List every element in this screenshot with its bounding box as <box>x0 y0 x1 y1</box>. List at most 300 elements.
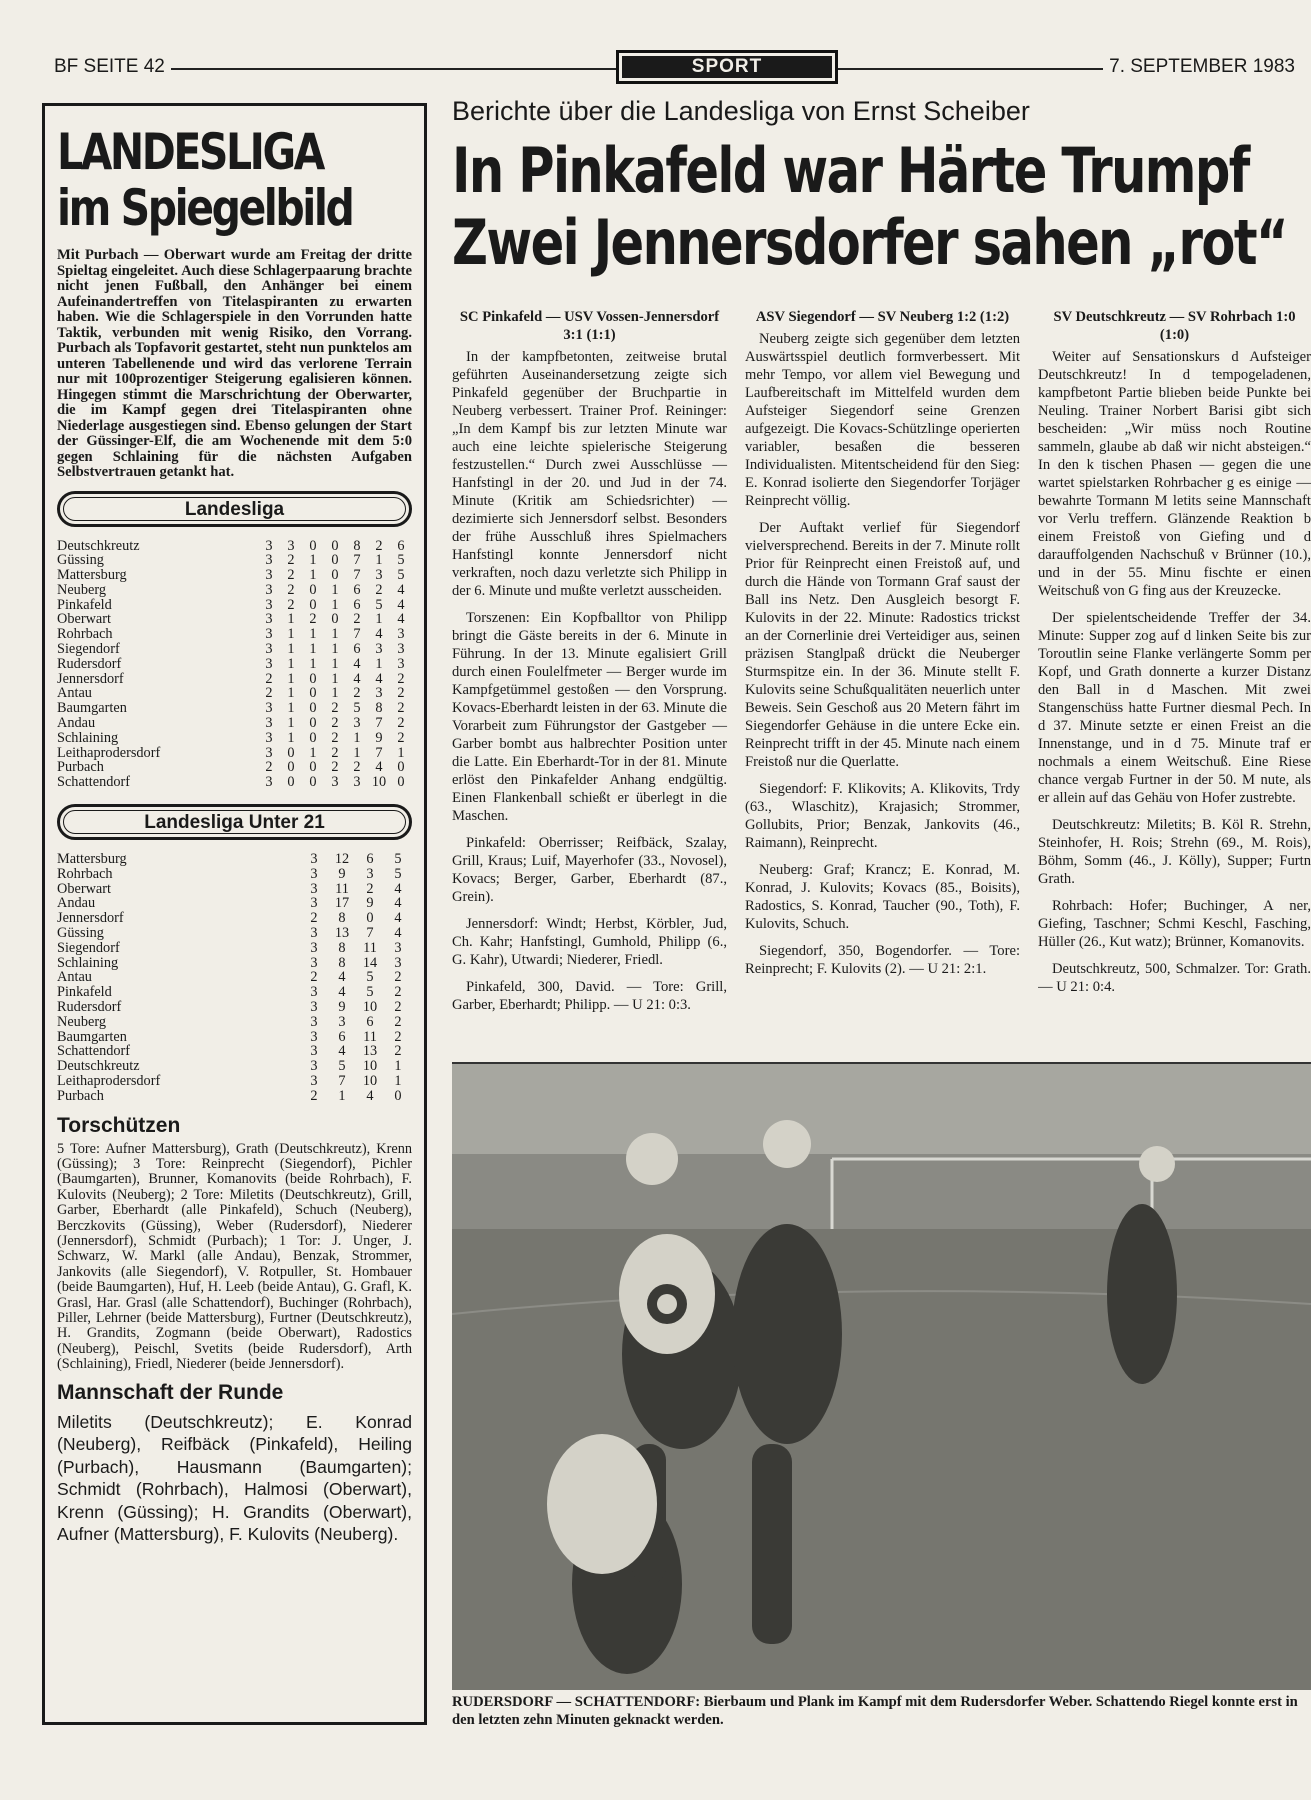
stat-cell: 13 <box>362 1043 378 1060</box>
stat-cell: 0 <box>331 552 339 569</box>
table-row <box>57 882 412 897</box>
stat-cell: 3 <box>397 626 405 643</box>
stat-cell: 2 <box>331 744 339 761</box>
stat-cell: 3 <box>310 954 318 971</box>
stat-cell: 2 <box>394 969 402 986</box>
stat-cell: 3 <box>338 1013 346 1030</box>
stat-cell: 4 <box>394 895 402 912</box>
team-name-cell: Antau <box>57 969 92 986</box>
stat-cell: 0 <box>394 1087 402 1104</box>
team-name-cell: Leithaprodersdorf <box>57 744 161 761</box>
table1-label-box <box>57 491 412 527</box>
stat-cell: 3 <box>265 611 273 628</box>
stat-cell: 2 <box>397 670 405 687</box>
stat-cell: 8 <box>353 537 361 554</box>
match-head-3: SV Deutschkreutz — SV Rohrbach 1:0 (1:0) <box>1053 309 1296 343</box>
team-name-cell: Neuberg <box>57 1013 106 1030</box>
stat-cell: 2 <box>310 1087 318 1104</box>
stat-cell: 0 <box>331 567 339 584</box>
stat-cell: 5 <box>394 851 402 868</box>
stat-cell: 3 <box>394 954 402 971</box>
table-row <box>57 657 412 672</box>
team-name-cell: Schlaining <box>57 954 119 971</box>
stat-cell: 2 <box>265 670 273 687</box>
stat-cell: 2 <box>397 715 405 732</box>
stat-cell: 3 <box>265 626 273 643</box>
team-name-cell: Antau <box>57 685 92 702</box>
stat-cell: 3 <box>265 537 273 554</box>
team-name-cell: Andau <box>57 895 96 912</box>
match-2-report: Neuberg zeigte sich gegenüber dem letzten Auswärtsspiel deutlich formverbessert. Mit mehr Tempo, vor allem viel Bewegung und Laufbereitschaft im Mittelfeld wurden dem Aufsteiger Siegendorf seine Grenzen aufgezeigt. Die Kovacs-Schützlinge operierten variabler, besaßen die besseren Individualisten. Mitentscheidend für den Sieg: E. Konrad isolierte den Siegendorfer Torjäger Reinprecht völlig. <box>745 331 1020 509</box>
stat-cell: 0 <box>331 537 339 554</box>
stat-cell: 2 <box>309 611 317 628</box>
stat-cell: 3 <box>265 641 273 658</box>
stat-cell: 2 <box>394 1043 402 1060</box>
stat-cell: 2 <box>287 567 295 584</box>
column-2 <box>745 308 1020 987</box>
table-row <box>57 568 412 583</box>
stat-cell: 1 <box>287 729 295 746</box>
stat-cell: 1 <box>309 655 317 672</box>
stat-cell: 2 <box>331 759 339 776</box>
table-row <box>57 716 412 731</box>
table-row <box>57 553 412 568</box>
stat-cell: 1 <box>394 1073 402 1089</box>
stat-cell: 1 <box>375 655 383 672</box>
u21-standings-table <box>57 852 412 1104</box>
stat-cell: 3 <box>265 700 273 717</box>
stat-cell: 1 <box>375 611 383 628</box>
table-row <box>57 746 412 761</box>
table-row <box>57 731 412 746</box>
page-header <box>48 50 1301 86</box>
stat-cell: 1 <box>309 641 317 658</box>
team-name-cell: Pinkafeld <box>57 596 112 613</box>
stat-cell: 11 <box>335 880 349 897</box>
table-row <box>57 896 412 911</box>
team-name-cell: Rudersdorf <box>57 655 122 672</box>
stat-cell: 3 <box>310 880 318 897</box>
stat-cell: 1 <box>331 685 339 702</box>
stat-cell: 1 <box>309 552 317 569</box>
stat-cell: 5 <box>397 552 405 569</box>
team-name-cell: Jennersdorf <box>57 910 124 927</box>
stat-cell: 0 <box>287 774 295 791</box>
stat-cell: 3 <box>265 774 273 791</box>
stat-cell: 2 <box>310 910 318 927</box>
stat-cell: 2 <box>265 759 273 776</box>
stat-cell: 0 <box>309 670 317 687</box>
stat-cell: 1 <box>331 596 339 613</box>
stat-cell: 2 <box>394 984 402 1001</box>
table-row <box>57 852 412 867</box>
stat-cell: 10 <box>362 1073 378 1089</box>
sidebar-title-1: LANDESLIGA <box>57 123 323 181</box>
team-name-cell: Mattersburg <box>57 851 127 868</box>
stat-cell: 7 <box>366 925 374 942</box>
stat-cell: 2 <box>394 1028 402 1045</box>
stat-cell: 1 <box>287 670 295 687</box>
table-row <box>57 1030 412 1045</box>
stat-cell: 10 <box>362 1058 378 1075</box>
stat-cell: 3 <box>265 655 273 672</box>
stat-cell: 1 <box>287 685 295 702</box>
team-name-cell: Andau <box>57 715 96 732</box>
stat-cell: 3 <box>310 1013 318 1030</box>
table-row <box>57 1074 412 1089</box>
table-row <box>57 539 412 554</box>
match-1-lineup-away: Jennersdorf: Windt; Herbst, Körbler, Jud, Ch. Kahr; Hanfstingl, Gumhold, Philipp (6., G. Kahr), Utwardi; Niederer, Friedl. <box>452 916 727 968</box>
stat-cell: 7 <box>375 715 383 732</box>
stat-cell: 3 <box>287 537 295 554</box>
stat-cell: 4 <box>397 596 405 613</box>
section-label: SPORT <box>622 56 832 78</box>
match-1-lineup-home: Pinkafeld: Oberrisser; Reifbäck, Szalay, Grill, Kraus; Luif, Mayerhofer (33., Novosel), Kovacs; Berger, Garber, Eberhardt (87., Grein). <box>452 835 727 905</box>
team-name-cell: Baumgarten <box>57 700 127 717</box>
stat-cell: 5 <box>366 984 374 1001</box>
team-name-cell: Rohrbach <box>57 626 113 643</box>
standings-table <box>57 539 412 791</box>
team-name-cell: Schattendorf <box>57 1043 131 1060</box>
sidebar-title-2: im Spiegelbild <box>57 179 353 237</box>
match-3-lineup-home: Deutschkreutz: Miletits; B. Köl R. Strehn, Steinhofer, H. Rois; Strehn (69., M. Rois), Böhm, Somm (46., J. Kölly), Supper; Furtn Grath. <box>1038 817 1311 887</box>
stat-cell: 3 <box>366 865 374 882</box>
sidebar-box <box>42 103 427 1725</box>
stat-cell: 1 <box>309 567 317 584</box>
stat-cell: 4 <box>375 626 383 643</box>
team-name-cell: Pinkafeld <box>57 984 112 1001</box>
stat-cell: 4 <box>397 581 405 598</box>
stat-cell: 2 <box>331 715 339 732</box>
stat-cell: 2 <box>397 729 405 746</box>
stat-cell: 8 <box>338 910 346 927</box>
stat-cell: 3 <box>265 715 273 732</box>
match-head-2: ASV Siegendorf — SV Neuberg 1:2 (1:2) <box>755 309 1010 325</box>
stat-cell: 1 <box>353 729 361 746</box>
team-name-cell: Güssing <box>57 552 104 569</box>
team-of-round: Miletits (Deutschkreutz); E. Konrad (Neuberg), Reifbäck (Pinkafeld), Heiling (Purbach), Hausmann (Baumgarten); Schmidt (Rohrbach), Halmosi (Oberwart), Krenn (Güssing); H. Grandits (Oberwart), Aufner (Mattersburg), F. Kulovits (Neuberg). <box>57 1411 412 1545</box>
table-row <box>57 598 412 613</box>
stat-cell: 2 <box>353 611 361 628</box>
stat-cell: 2 <box>353 759 361 776</box>
table1-title: Landesliga <box>184 498 285 520</box>
page-number: BF SEITE 42 <box>48 56 171 78</box>
table-row <box>57 970 412 985</box>
stat-cell: 4 <box>338 1043 346 1060</box>
table-row <box>57 686 412 701</box>
table-row <box>57 627 412 642</box>
table-row <box>57 911 412 926</box>
stat-cell: 0 <box>309 759 317 776</box>
stat-cell: 0 <box>309 596 317 613</box>
stat-cell: 3 <box>310 984 318 1001</box>
stat-cell: 1 <box>331 655 339 672</box>
team-name-cell: Siegendorf <box>57 939 120 956</box>
stat-cell: 8 <box>338 939 346 956</box>
match-2-summary: Siegendorf, 350, Bogendorfer. — Tore: Reinprecht; F. Kulovits (2). — U 21: 2:1. <box>745 943 1020 977</box>
stat-cell: 1 <box>287 700 295 717</box>
table-row <box>57 612 412 627</box>
stat-cell: 3 <box>353 715 361 732</box>
stat-cell: 1 <box>309 626 317 643</box>
stat-cell: 1 <box>397 744 405 761</box>
stat-cell: 2 <box>287 581 295 598</box>
stat-cell: 3 <box>394 939 402 956</box>
stat-cell: 9 <box>338 999 346 1016</box>
stat-cell: 8 <box>338 954 346 971</box>
issue-date: 7. SEPTEMBER 1983 <box>1103 56 1301 78</box>
stat-cell: 7 <box>353 626 361 643</box>
stat-cell: 3 <box>353 774 361 791</box>
stat-cell: 4 <box>338 969 346 986</box>
article-columns <box>452 308 1311 1158</box>
match-3-summary: Deutschkreutz, 500, Schmalzer. Tor: Grath. — U 21: 0:4. <box>1038 961 1311 995</box>
sidebar-intro: Mit Purbach — Oberwart wurde am Freitag der dritte Spieltag eingeleitet. Auch diese Schlagerpaarung brachte nicht jenen Fußball, den Anhänger bei einem Aufeinandertreffen von Titelaspiranten zu erwarten haben. Wie die Schlagerspiele in den Vorrunden hatte Taktik, verbunden mit wenig Risiko, den Vorrang. Purbach als Topfavorit gestartet, steht nun punktelos am unteren Tabellenende und wird das verlorene Terrain nur mit 100prozentiger Steigerung egalisieren können. Hingegen stimmt die Marschrichtung der Oberwarter, die im Kampf gegen drei Titelaspiranten ohne Niederlage ausgestiegen sind. Ebenso gelungen der Start der Güssinger-Elf, die am Wochenende mit dem 5:0 gegen Schlaining für die nächsten Aufgaben Selbstvertrauen getankt hat. <box>57 247 412 480</box>
stat-cell: 4 <box>353 655 361 672</box>
stat-cell: 9 <box>375 729 383 746</box>
stat-cell: 1 <box>353 744 361 761</box>
stat-cell: 6 <box>338 1028 346 1045</box>
stat-cell: 3 <box>397 641 405 658</box>
stat-cell: 0 <box>309 729 317 746</box>
stat-cell: 2 <box>353 685 361 702</box>
team-name-cell: Rohrbach <box>57 865 113 882</box>
table-row <box>57 1059 412 1074</box>
stat-cell: 1 <box>338 1087 346 1104</box>
scorers-text: 5 Tore: Aufner Mattersburg), Grath (Deutschkreutz), Krenn (Güssing); 3 Tore: Reinprecht (Siegendorf), Pichler (Baumgarten), Brunner, Komanovits (beide Rohrbach), F. Kulovits (Neuberg); 2 Tore: Miletits (Deutschkreutz), Grill, Garber, Eberhardt (alle Pinkafeld), Schuch (Neuberg), Berczkovits (Güssing), Weber (Rudersdorf), Niederer (Jennersdorf), Schmidt (Purbach); 1 Tor: J. Unger, J. Schwarz, W. Markl (alle Andau), Benzak, Strommer, Jankovits (alle Siegendorf), V. Rotpuller, St. Hombauer (beide Baumgarten), Huf, H. Leeb (beide Antau), G. Grafl, K. Grasl, Har. Grasl (alle Schattendorf), Buchinger (Rohrbach), Piller, Lehrner (beide Mattersburg), Furtner (Deutschkreutz), H. Grandits, Zogmann (beide Oberwart), Radostics (Neuberg), Peischl, Svetits (beide Rudersdorf), Arth (Schlaining), Friedl, Niederer (beide Jennersdorf). <box>57 1140 412 1373</box>
stat-cell: 9 <box>366 895 374 912</box>
headline-2: Zwei Jennersdorfer sahen „rot“ <box>452 206 1287 279</box>
stat-cell: 0 <box>397 774 405 791</box>
stat-cell: 7 <box>353 567 361 584</box>
match-3-goals: Der spielentscheidende Treffer der 34. Minute: Supper zog auf d linken Seite bis zur Toroutlin seine Flanke verlängerte Somm per Kopf, und Grath donnerte a kurzer Distanz den Ball in d Maschen. Mit zwei Stangenschüss hatte Furtner diesmal Pech. In d 37. Minute setzte er einen Freist an die Innenstange, und in d 75. Minute traf er nochmals a einem Weitschuß. Eine Riese chance vergab Furtner in der 50. M nute, als er allein auf das Gehäu von Hofer zustrebte. <box>1038 610 1311 806</box>
stat-cell: 5 <box>353 700 361 717</box>
stat-cell: 2 <box>366 880 374 897</box>
stat-cell: 3 <box>265 744 273 761</box>
stat-cell: 3 <box>375 641 383 658</box>
stat-cell: 3 <box>310 925 318 942</box>
stat-cell: 2 <box>310 969 318 986</box>
article-kicker: Berichte über die Landesliga von Ernst Scheiber <box>452 96 1030 126</box>
stat-cell: 3 <box>265 581 273 598</box>
team-name-cell: Siegendorf <box>57 641 120 658</box>
team-name-cell: Oberwart <box>57 611 111 628</box>
table-row <box>57 642 412 657</box>
table-row <box>57 760 412 775</box>
match-2-lineup-home: Siegendorf: F. Klikovits; A. Klikovits, Trdy (63., Wlaschitz), Krajasich; Strommer, Gollubits, Prior; Benzak, Jankovits (46., Raimann), Reinprecht. <box>745 781 1020 851</box>
stat-cell: 0 <box>366 910 374 927</box>
table-row <box>57 941 412 956</box>
table-row <box>57 775 412 790</box>
team-name-cell: Schlaining <box>57 729 119 746</box>
table-row <box>57 583 412 598</box>
stat-cell: 6 <box>366 1013 374 1030</box>
table-row <box>57 926 412 941</box>
stat-cell: 2 <box>375 581 383 598</box>
stat-cell: 4 <box>366 1087 374 1104</box>
stat-cell: 6 <box>397 537 405 554</box>
team-name-cell: Purbach <box>57 1087 104 1104</box>
stat-cell: 1 <box>331 626 339 643</box>
stat-cell: 5 <box>394 865 402 882</box>
table-row <box>57 867 412 882</box>
stat-cell: 3 <box>331 774 339 791</box>
table-row <box>57 1089 412 1104</box>
match-3-report: Weiter auf Sensationskurs d Aufsteiger Deutschkreutz! In d tempogeladenen, kampfbetont Partie blieben beide Punkte bei Neuling. Trainer Norbert Barisi gibt sich bescheiden: „Wir müss noch Routine sammeln, glaube ab daß wir nicht absteigen.“ In den k tischen Phasen — gegen die une wartet spielstarken Rohrbacher g es einige — bewahrte Tormann M letits seine Mannschaft vor Verlu treffern. Glänzende Reaktion b einem Freistoß von Giefing und d darauffolgenden Nachschuß v Brünner (10.), und in der 55. Minu fischte er einen Weitschuß von G fing aus der Kreuzecke. <box>1038 349 1311 599</box>
stat-cell: 4 <box>353 670 361 687</box>
stat-cell: 3 <box>310 1073 318 1089</box>
stat-cell: 2 <box>397 685 405 702</box>
stat-cell: 11 <box>363 939 377 956</box>
stat-cell: 4 <box>375 759 383 776</box>
stat-cell: 3 <box>310 865 318 882</box>
match-1-summary: Pinkafeld, 300, David. — Tore: Grill, Garber, Eberhardt; Philipp. — U 21: 0:3. <box>452 979 727 1013</box>
team-name-cell: Leithaprodersdorf <box>57 1073 161 1089</box>
stat-cell: 3 <box>265 552 273 569</box>
stat-cell: 1 <box>331 670 339 687</box>
section-label-box <box>616 50 838 84</box>
stat-cell: 1 <box>287 715 295 732</box>
stat-cell: 1 <box>331 641 339 658</box>
stat-cell: 14 <box>362 954 378 971</box>
stat-cell: 4 <box>394 910 402 927</box>
stat-cell: 5 <box>338 1058 346 1075</box>
team-name-cell: Oberwart <box>57 880 111 897</box>
stat-cell: 2 <box>394 999 402 1016</box>
table-row <box>57 956 412 971</box>
stat-cell: 2 <box>397 700 405 717</box>
stat-cell: 4 <box>397 611 405 628</box>
team-name-cell: Purbach <box>57 759 104 776</box>
table-row <box>57 1000 412 1015</box>
stat-cell: 2 <box>394 1013 402 1030</box>
stat-cell: 2 <box>265 685 273 702</box>
column-1 <box>452 308 727 1023</box>
stat-cell: 3 <box>310 999 318 1016</box>
stat-cell: 3 <box>375 685 383 702</box>
stat-cell: 4 <box>394 925 402 942</box>
stat-cell: 2 <box>331 729 339 746</box>
table-row <box>57 1015 412 1030</box>
match-2-goals: Der Auftakt verlief für Siegendorf vielversprechend. Bereits in der 7. Minute rollt Prior für Reinprecht einen Freistoß auf, und durch die Hände von Tormann Graf saust der Ball ins Netz. Den Ausgleich besorgt F. Kulovits in der 22. Minute: Radostics trickst an der Cornerlinie drei Verteidiger aus, seinen präzisen Stanglpaß drückt die Neuberger Sturmspitze ein. In der 36. Minute stellt F. Kulovits seine Schußqualitäten neuerlich unter Beweis. Sein Geschoß aus 20 Metern fährt im Siegendorfer Gehäuse in die untere Ecke ein. Reinprecht trifft in der 45. Minute nach einem Freistoß nur die Querlatte. <box>745 520 1020 770</box>
match-1-goals: Torszenen: Ein Kopfballtor von Philipp bringt die Gäste bereits in der 6. Minute in Führung. In der 13. Minute egalisiert Grill durch einen Foulelfmeter — Berger wurde im Kampfgetümmel gestoßen — den Vorsprung. Kovacs-Eberhardt leisten in der 63. Minute die Vorarbeit zum Führungstor der Gastgeber — Garber bombt aus halbrechter Position unter die Latte. Ein Eberhardt-Tor in der 81. Minute erlöst den Pinkafelder Anhang endgültig. Einen Flankenball schießt er überlegt in die Maschen. <box>452 610 727 824</box>
stat-cell: 9 <box>338 865 346 882</box>
stat-cell: 6 <box>353 596 361 613</box>
stat-cell: 6 <box>353 641 361 658</box>
stat-cell: 1 <box>287 611 295 628</box>
stat-cell: 5 <box>397 567 405 584</box>
stat-cell: 3 <box>265 729 273 746</box>
stat-cell: 2 <box>287 596 295 613</box>
stat-cell: 4 <box>338 984 346 1001</box>
column-3 <box>1038 308 1311 1005</box>
stat-cell: 1 <box>309 744 317 761</box>
stat-cell: 7 <box>338 1073 346 1089</box>
stat-cell: 3 <box>265 596 273 613</box>
stat-cell: 2 <box>375 537 383 554</box>
scorers-title: Torschützen <box>57 1113 181 1137</box>
headline-1: In Pinkafeld war Härte Trumpf <box>452 134 1249 207</box>
team-name-cell: Mattersburg <box>57 567 127 584</box>
match-2-lineup-away: Neuberg: Graf; Krancz; E. Konrad, M. Konrad, J. Kulovits; Kovacs (85., Boisits), Radostics, S. Konrad, Taucher (90., Toth), F. Kulovits, Schuch. <box>745 862 1020 932</box>
stat-cell: 3 <box>310 1028 318 1045</box>
stat-cell: 13 <box>334 925 350 942</box>
stat-cell: 12 <box>334 851 350 868</box>
table-row <box>57 701 412 716</box>
team-name-cell: Neuberg <box>57 581 106 598</box>
stat-cell: 1 <box>375 552 383 569</box>
stat-cell: 3 <box>310 895 318 912</box>
team-name-cell: Rudersdorf <box>57 999 122 1016</box>
stat-cell: 0 <box>309 774 317 791</box>
stat-cell: 11 <box>363 1028 377 1045</box>
stat-cell: 7 <box>375 744 383 761</box>
stat-cell: 8 <box>375 700 383 717</box>
stat-cell: 3 <box>310 1043 318 1060</box>
table2-title: Landesliga Unter 21 <box>144 812 325 834</box>
table-row <box>57 1044 412 1059</box>
stat-cell: 4 <box>375 670 383 687</box>
table-row <box>57 985 412 1000</box>
stat-cell: 3 <box>310 851 318 868</box>
team-name-cell: Baumgarten <box>57 1028 127 1045</box>
stat-cell: 0 <box>287 744 295 761</box>
team-name-cell: Deutschkreutz <box>57 1058 140 1075</box>
stat-cell: 7 <box>353 552 361 569</box>
stat-cell: 17 <box>334 895 350 912</box>
stat-cell: 3 <box>265 567 273 584</box>
stat-cell: 0 <box>309 685 317 702</box>
table-row <box>57 672 412 687</box>
stat-cell: 3 <box>397 655 405 672</box>
team-title: Mannschaft der Runde <box>57 1380 284 1404</box>
stat-cell: 6 <box>353 581 361 598</box>
stat-cell: 10 <box>362 999 378 1016</box>
stat-cell: 3 <box>310 939 318 956</box>
stat-cell: 5 <box>375 596 383 613</box>
stat-cell: 0 <box>309 581 317 598</box>
match-3-lineup-away: Rohrbach: Hofer; Buchinger, A ner, Giefing, Taschner; Schmi Keschl, Fasching, Hüller (26., Kut watz); Brünner, Komanovits. <box>1038 898 1311 950</box>
stat-cell: 0 <box>287 759 295 776</box>
match-1-report: In der kampfbetonten, zeitweise brutal geführten Auseinandersetzung zeigte sich Pinkafeld gegenüber der Bruchpartie in Neuberg verbessert. Trainer Prof. Reininger: „In dem Kampf bis zur letzten Minute war auch eine leichte spielerische Steigerung festzustellen.“ Durch zwei Ausschlüsse — Hanfstingl in der 20. und Jud in der 74. Minute (Kritik am Schiedsrichter) — dezimierte sich Jennersdorf selbst. Besonders der frühe Ausschluß ihres Spielmachers Hanfstingl konnte Jennersdorf nicht verkraften, noch dazu verletzte sich Philipp in der 6. Minute und mußte verletzt ausscheiden. <box>452 349 727 599</box>
match-photo-illustration <box>452 1064 1311 1690</box>
table2-label-box <box>57 804 412 840</box>
stat-cell: 6 <box>366 851 374 868</box>
match-photo <box>452 1062 1311 1690</box>
stat-cell: 10 <box>371 774 387 791</box>
stat-cell: 1 <box>287 641 295 658</box>
article <box>452 96 1311 1013</box>
stat-cell: 2 <box>331 700 339 717</box>
stat-cell: 0 <box>309 715 317 732</box>
stat-cell: 0 <box>331 611 339 628</box>
stat-cell: 0 <box>397 759 405 776</box>
stat-cell: 1 <box>287 655 295 672</box>
team-name-cell: Jennersdorf <box>57 670 124 687</box>
stat-cell: 2 <box>287 552 295 569</box>
match-head-1: SC Pinkafeld — USV Vossen-Jennersdorf 3:1 (1:1) <box>459 309 720 343</box>
stat-cell: 0 <box>309 700 317 717</box>
team-name-cell: Deutschkreutz <box>57 537 140 554</box>
stat-cell: 1 <box>287 626 295 643</box>
stat-cell: 3 <box>375 567 383 584</box>
stat-cell: 3 <box>310 1058 318 1075</box>
photo-caption: RUDERSDORF — SCHATTENDORF: Bierbaum und Plank im Kampf mit dem Rudersdorfer Weber. Schattendo Riegel konnte erst in den letzten zehn Minuten geknackt werden. <box>452 1694 1298 1728</box>
stat-cell: 1 <box>331 581 339 598</box>
team-name-cell: Schattendorf <box>57 774 131 791</box>
stat-cell: 1 <box>394 1058 402 1075</box>
stat-cell: 0 <box>309 537 317 554</box>
